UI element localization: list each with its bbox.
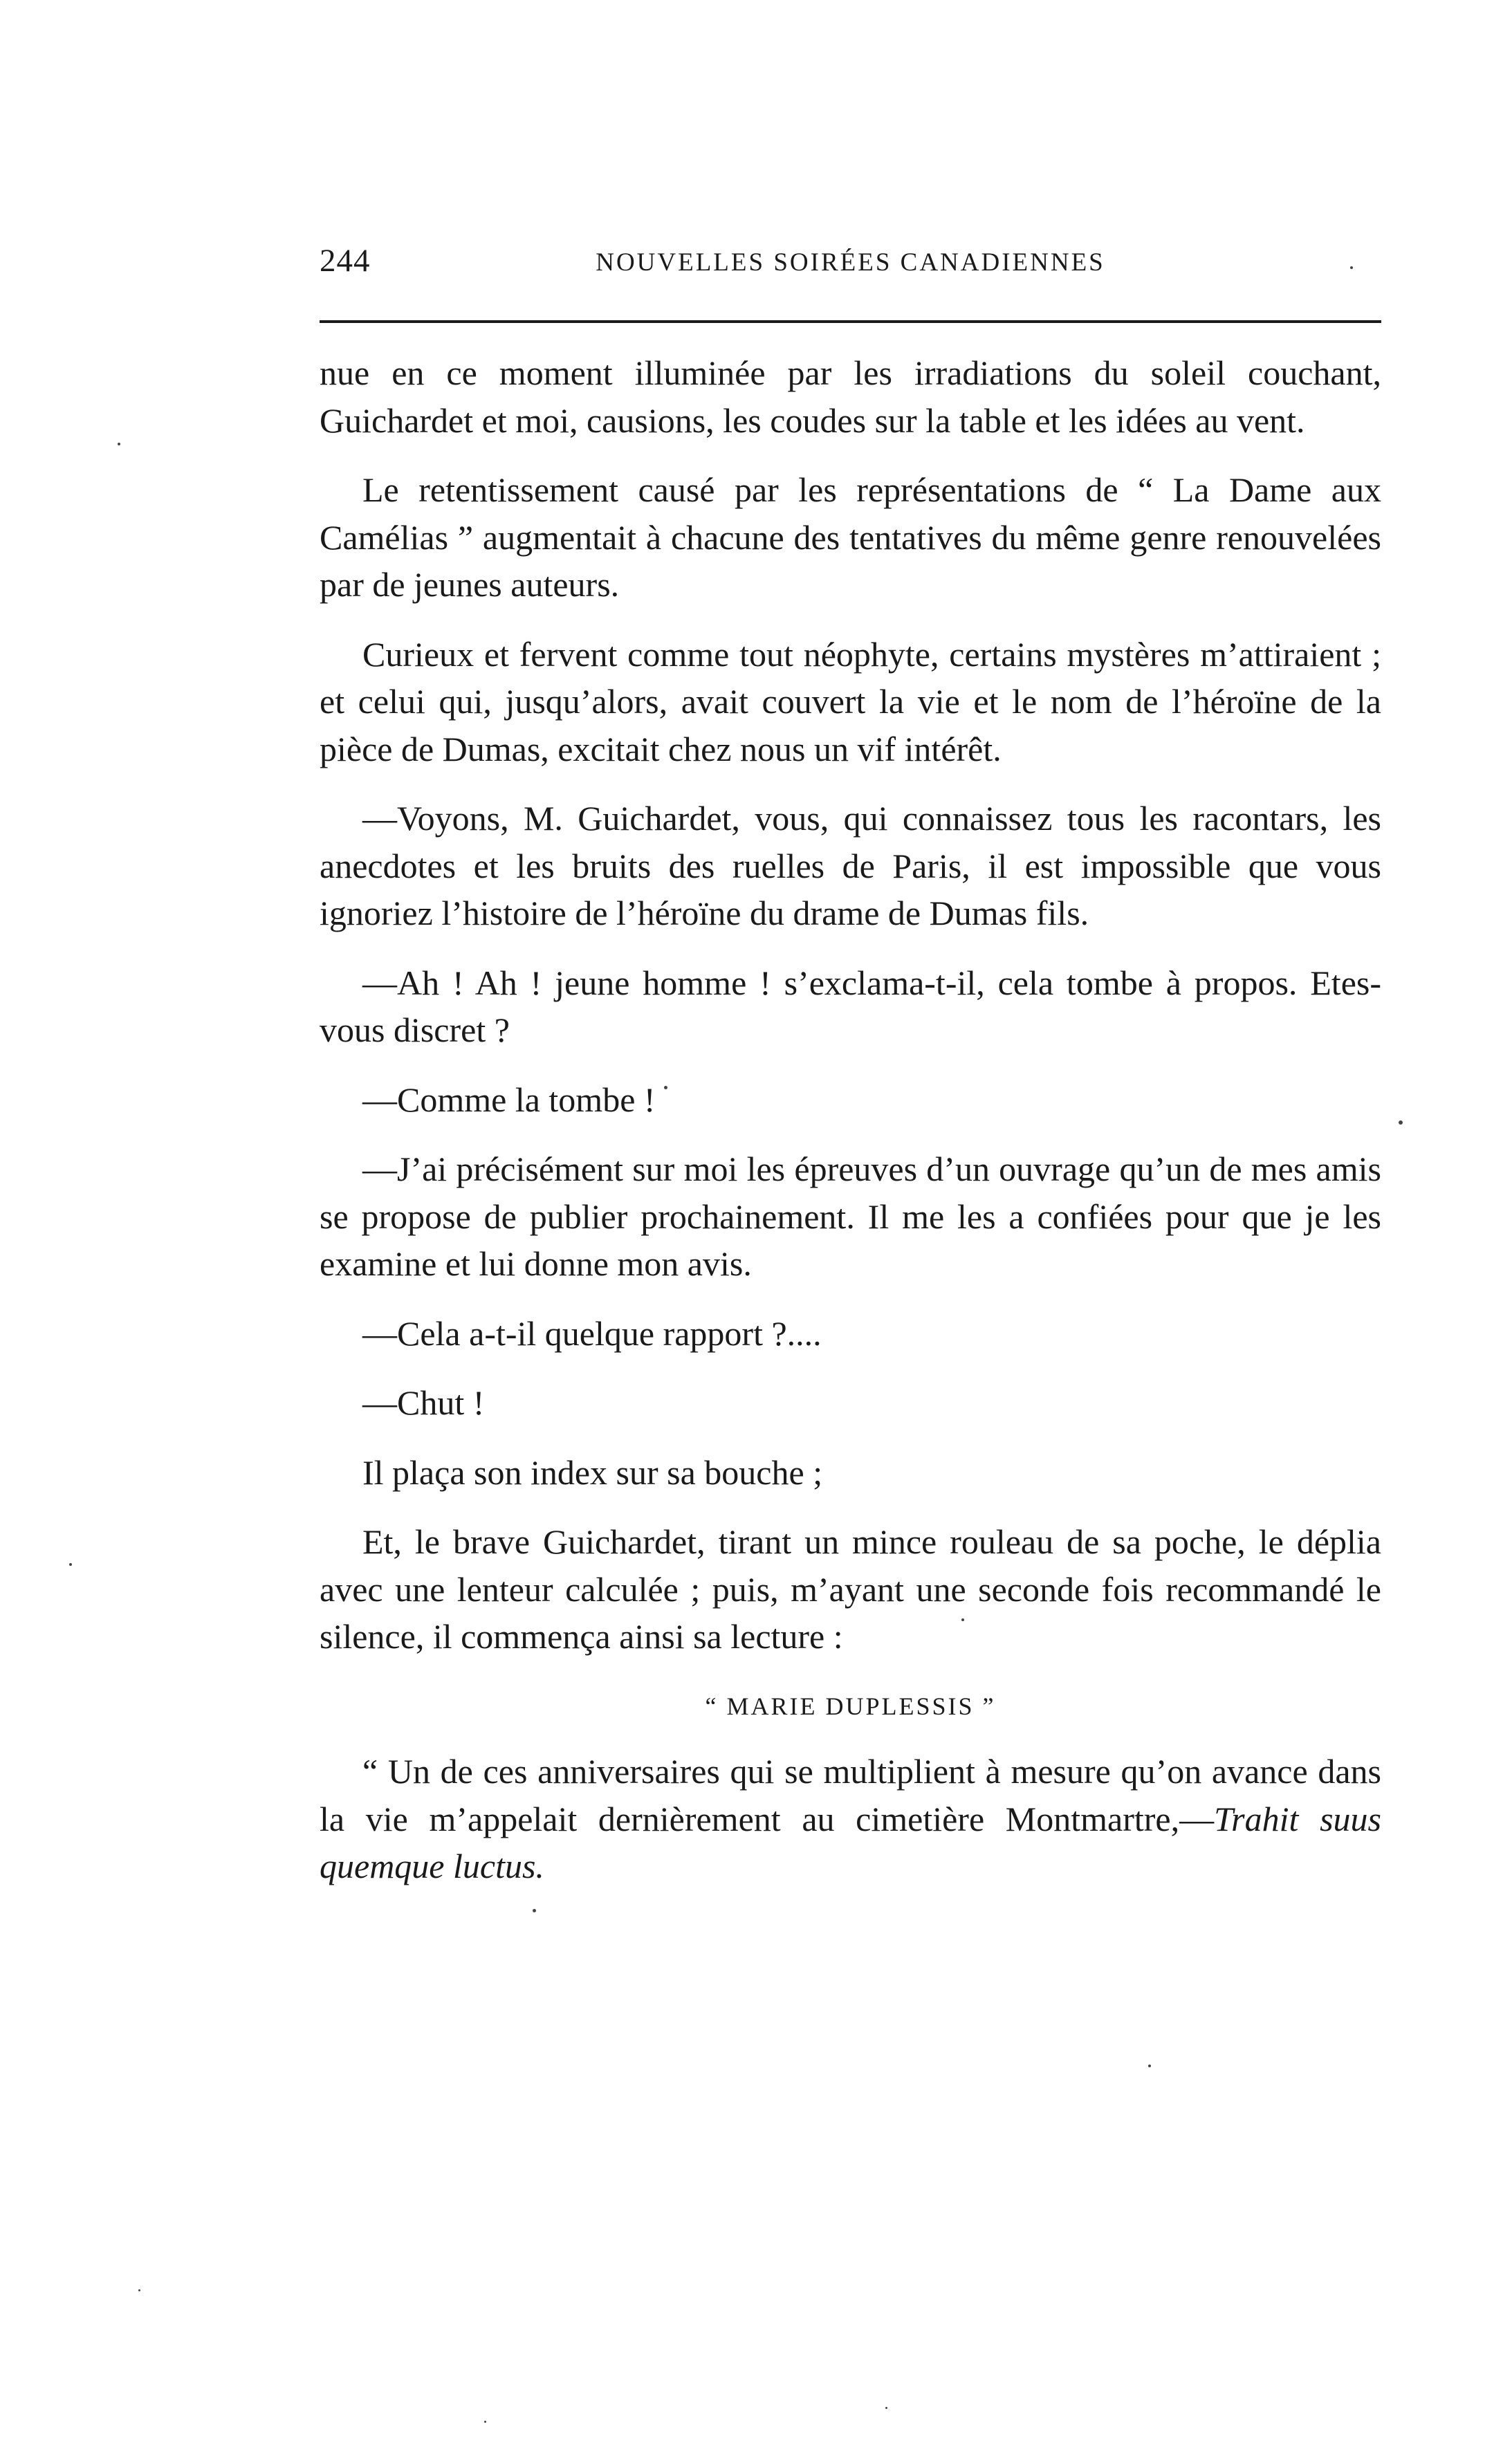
print-speck xyxy=(664,1086,667,1089)
print-speck xyxy=(138,2289,140,2291)
print-speck xyxy=(1148,2065,1151,2067)
print-speck xyxy=(885,2407,887,2409)
dialogue-paragraph: —Cela a-t-il quelque rapport ?.... xyxy=(362,1313,822,1353)
final-paragraph-text: “ Un de ces anniversaires qui se multiplient à mesure qu’on avance dans la vie m’appelait dernièrement au cimetière Montmartre,— xyxy=(320,1752,1381,1838)
dialogue-paragraph: —J’ai précisément sur moi les épreuves d’un ouvrage qu’un de mes amis se propose de publier prochainement. Il me les a confiées pour que je les examine et lui donne mon avis. xyxy=(320,1149,1381,1283)
print-speck xyxy=(118,443,120,445)
dialogue-paragraph: —Comme la tombe ! xyxy=(362,1080,656,1119)
header-rule xyxy=(320,320,1381,323)
page-header xyxy=(320,242,1381,284)
final-paragraph xyxy=(320,1748,1381,1890)
section-title: “ MARIE DUPLESSIS ” xyxy=(705,1692,996,1720)
dialogue-paragraph: —Voyons, M. Guichardet, vous, qui connaissez tous les racontars, les anecdotes et les bruits des ruelles de Paris, il est impossible que vous ignoriez l’histoire de l’héroïne du drame de Dumas fils. xyxy=(320,799,1381,932)
latin-quote: Trahit suus quemque luctus. xyxy=(320,1799,1381,1885)
running-title: NOUVELLES SOIRÉES CANADIENNES xyxy=(596,248,1105,277)
body-text xyxy=(320,349,1381,1912)
print-speck xyxy=(961,1618,964,1621)
print-speck xyxy=(1399,1120,1403,1125)
paragraph-continued: nue en ce moment illuminée par les irradiations du soleil couchant, Guichardet et moi, causions, les coudes sur la table et les idées au vent. xyxy=(320,353,1381,440)
print-speck xyxy=(1350,266,1353,269)
print-speck xyxy=(69,1563,72,1566)
dialogue-paragraph: —Ah ! Ah ! jeune homme ! s’exclama-t-il, cela tombe à propos. Etes-vous discret ? xyxy=(320,963,1381,1049)
print-speck xyxy=(484,2421,486,2423)
paragraph: Le retentissement causé par les représentations de “ La Dame aux Camélias ” augmentait à chacune des tentatives du même genre renouvelées par de jeunes auteurs. xyxy=(320,470,1381,604)
print-speck xyxy=(533,1909,536,1912)
paragraph: Et, le brave Guichardet, tirant un mince rouleau de sa poche, le déplia avec une lenteur calculée ; puis, m’ayant une seconde fois recommandé le silence, il commença ainsi sa lecture : xyxy=(320,1522,1381,1656)
page-number: 244 xyxy=(320,243,371,279)
dialogue-paragraph: —Chut ! xyxy=(362,1383,485,1422)
paragraph: Il plaça son index sur sa bouche ; xyxy=(362,1452,823,1492)
paragraph: Curieux et fervent comme tout néophyte, certains mystères m’attiraient ; et celui qui, jusqu’alors, avait couvert la vie et le nom de l’héroïne de la pièce de Dumas, excitait chez nous un vif intérêt. xyxy=(320,634,1381,768)
